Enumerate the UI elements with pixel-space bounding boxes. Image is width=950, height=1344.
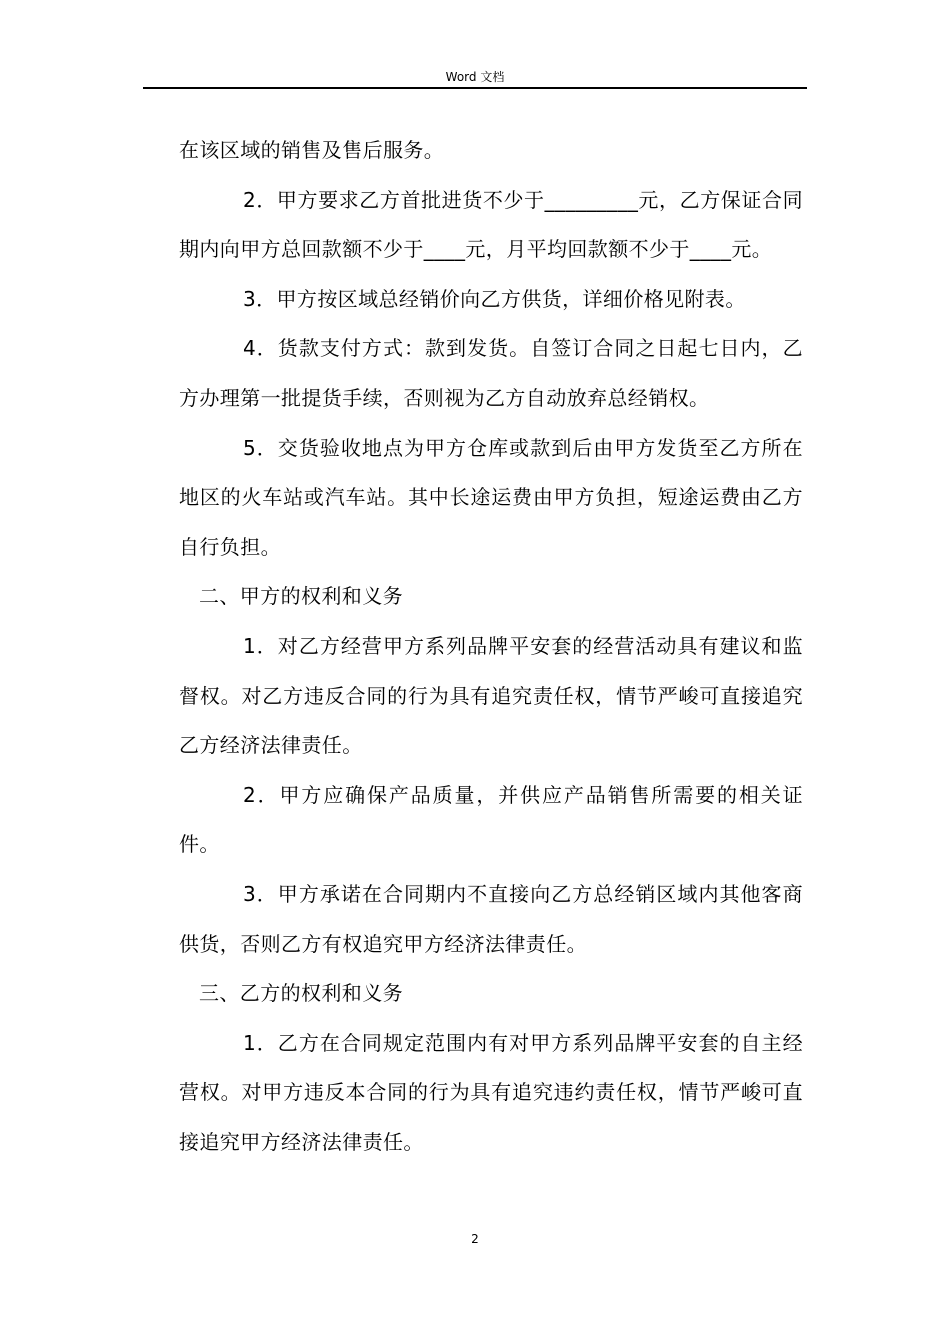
header-title: Word 文档 <box>445 70 505 84</box>
clause-paragraph: 3．甲方按区域总经销价向乙方供货，详细价格见附表。 <box>243 286 746 311</box>
clause-paragraph: 5．交货验收地点为甲方仓库或款到后由甲方发货至乙方所在地区的火车站或汽车站。其中长途运费由甲方负担，短途运费由乙方自行负担。 <box>179 435 803 559</box>
clause-paragraph: 4．货款支付方式：款到发货。自签订合同之日起七日内，乙方办理第一批提货手续，否则视为乙方自动放弃总经销权。 <box>179 336 803 410</box>
document-body <box>179 126 803 1167</box>
section-heading: 三、乙方的权利和义务 <box>199 981 403 1006</box>
paragraph: 在该区域的销售及售后服务。 <box>179 138 445 162</box>
section-heading: 二、甲方的权利和义务 <box>199 584 403 609</box>
clause-paragraph: 3．甲方承诺在合同期内不直接向乙方总经销区域内其他客商供货，否则乙方有权追究甲方经济法律责任。 <box>179 881 803 956</box>
clause-paragraph: 2．甲方应确保产品质量，并供应产品销售所需要的相关证件。 <box>179 782 803 857</box>
clause-paragraph: 2．甲方要求乙方首批进货不少于_________元，乙方保证合同期内向甲方总回款额不少于____元，月平均回款额不少于____元。 <box>179 187 803 262</box>
page-number: 2 <box>471 1232 479 1246</box>
header-divider <box>143 87 807 89</box>
clause-paragraph: 1．对乙方经营甲方系列品牌平安套的经营活动具有建议和监督权。对乙方违反合同的行为具有追究责任权，情节严峻可直接追究乙方经济法律责任。 <box>179 633 803 758</box>
clause-paragraph: 1．乙方在合同规定范围内有对甲方系列品牌平安套的自主经营权。对甲方违反本合同的行为具有追究违约责任权，情节严峻可直接追究甲方经济法律责任。 <box>179 1030 803 1154</box>
